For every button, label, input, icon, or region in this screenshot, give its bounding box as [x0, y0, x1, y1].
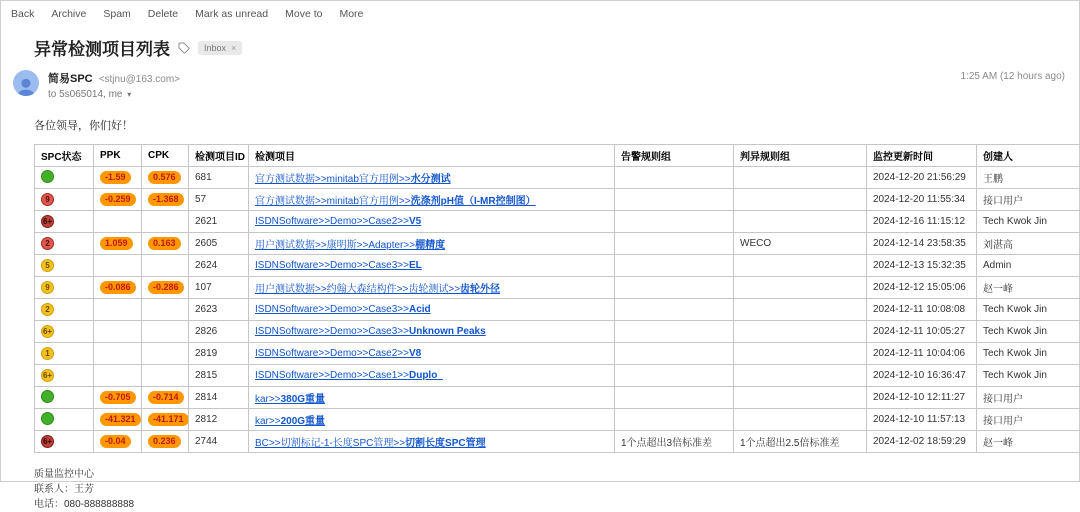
cell-spc-status: [35, 277, 94, 299]
project-link[interactable]: [255, 304, 431, 315]
project-name: 切割长度SPC管理: [405, 438, 486, 449]
cell-cpk: [142, 277, 189, 299]
table-row: [35, 255, 1080, 277]
cell-ppk: [94, 211, 142, 233]
toolbar-archive[interactable]: Archive: [51, 8, 86, 20]
cell-updated-time: 2024-12-11 10:08:08: [867, 299, 977, 321]
label-tag-icon: [178, 42, 190, 54]
ppk-badge: 1.059: [100, 237, 133, 250]
column-header: 检测项目ID: [189, 145, 249, 167]
status-indicator: 1: [41, 347, 54, 360]
cell-project-id: 2744: [189, 431, 249, 453]
project-path: 用户测试数据>>约翰大森结构件>>齿轮测试>>: [255, 284, 460, 295]
sender-name: 简易SPC: [48, 73, 93, 85]
cpk-badge: 0.163: [148, 237, 181, 250]
cell-ppk: [94, 387, 142, 409]
cell-judge-rules: [734, 387, 867, 409]
ppk-badge: -0.04: [100, 435, 131, 448]
cpk-badge: -41.171: [148, 413, 189, 426]
subject-row: [34, 35, 1079, 60]
project-link[interactable]: [255, 416, 325, 427]
toolbar-move-to[interactable]: Move to: [285, 8, 322, 20]
cell-project-id: 2814: [189, 387, 249, 409]
cell-project: [249, 387, 615, 409]
toolbar-delete[interactable]: Delete: [148, 8, 178, 20]
cell-spc-status: [35, 211, 94, 233]
cell-judge-rules: [734, 343, 867, 365]
cpk-badge: -0.714: [148, 391, 184, 404]
cell-cpk: [142, 365, 189, 387]
cell-creator: 赵一峰: [977, 431, 1080, 453]
table-row: [35, 167, 1080, 189]
cpk-badge: -0.286: [148, 281, 184, 294]
project-name: Acid: [409, 304, 431, 315]
cell-alarm-rules: [615, 321, 734, 343]
project-path: ISDNSoftware>>Demo>>Case2>>: [255, 348, 409, 359]
project-name: 380G重量: [281, 394, 325, 405]
project-path: kar>>: [255, 394, 281, 405]
project-path: 用户测试数据>>康明斯>>Adapter>>: [255, 240, 415, 251]
status-indicator: 6+: [41, 369, 54, 382]
recipients-toggle[interactable]: [48, 89, 960, 100]
cell-judge-rules: [734, 409, 867, 431]
cell-judge-rules: WECO: [734, 233, 867, 255]
email-view: [1, 1, 1079, 512]
project-link[interactable]: [255, 196, 536, 207]
ppk-badge: -1.59: [100, 171, 131, 184]
cell-updated-time: 2024-12-12 15:05:06: [867, 277, 977, 299]
avatar: [13, 70, 39, 96]
cell-updated-time: 2024-12-02 18:59:29: [867, 431, 977, 453]
signature-org: 质量监控中心: [34, 467, 1079, 482]
cell-creator: Tech Kwok Jin: [977, 343, 1080, 365]
greeting-text: 各位领导，你们好！: [34, 117, 1079, 133]
cell-alarm-rules: [615, 365, 734, 387]
project-path: BC>>切割标记-1-长度SPC管理>>: [255, 438, 405, 449]
cell-project: [249, 365, 615, 387]
cell-spc-status: [35, 387, 94, 409]
signature-contact: 联系人：王芳: [34, 482, 1079, 497]
cell-project: [249, 211, 615, 233]
sender-address: <stjnu@163.com>: [99, 74, 180, 85]
project-path: ISDNSoftware>>Demo>>Case3>>: [255, 326, 409, 337]
cell-project-id: 2624: [189, 255, 249, 277]
cell-project-id: 57: [189, 189, 249, 211]
cell-creator: 赵一峰: [977, 277, 1080, 299]
cell-creator: 刘湛高: [977, 233, 1080, 255]
signature-phone: 电话：080-888888888: [34, 497, 1079, 512]
cell-ppk: [94, 277, 142, 299]
cell-alarm-rules: [615, 343, 734, 365]
cell-updated-time: 2024-12-16 11:15:12: [867, 211, 977, 233]
cell-cpk: [142, 409, 189, 431]
project-link[interactable]: [255, 438, 486, 449]
cell-judge-rules: [734, 365, 867, 387]
project-path: kar>>: [255, 416, 281, 427]
ppk-badge: -0.259: [100, 193, 136, 206]
column-header: CPK: [142, 145, 189, 167]
cell-updated-time: 2024-12-10 12:11:27: [867, 387, 977, 409]
table-row: [35, 387, 1080, 409]
project-name: Duplo_: [409, 370, 443, 381]
cell-project-id: 2815: [189, 365, 249, 387]
toolbar-mark-as-unread[interactable]: Mark as unread: [195, 8, 268, 20]
cell-project: [249, 255, 615, 277]
status-indicator: 6+: [41, 325, 54, 338]
table-row: [35, 211, 1080, 233]
cell-alarm-rules: [615, 189, 734, 211]
person-icon: [15, 76, 37, 96]
cell-spc-status: [35, 167, 94, 189]
table-row: [35, 233, 1080, 255]
cell-ppk: [94, 343, 142, 365]
status-indicator: [41, 412, 54, 425]
status-indicator: 5: [41, 259, 54, 272]
cell-spc-status: [35, 299, 94, 321]
cell-spc-status: [35, 255, 94, 277]
cell-project-id: 107: [189, 277, 249, 299]
project-link[interactable]: [255, 216, 421, 227]
project-link[interactable]: [255, 348, 421, 359]
cell-ppk: [94, 365, 142, 387]
cell-alarm-rules: [615, 211, 734, 233]
table-row: [35, 365, 1080, 387]
column-header: 告警规则组: [615, 145, 734, 167]
cell-alarm-rules: [615, 409, 734, 431]
table-row: [35, 189, 1080, 211]
cell-spc-status: [35, 189, 94, 211]
cell-judge-rules: [734, 321, 867, 343]
project-name: 水分测试: [411, 174, 451, 185]
cell-alarm-rules: 1个点超出3倍标准差: [615, 431, 734, 453]
cell-ppk: [94, 255, 142, 277]
cell-judge-rules: [734, 255, 867, 277]
cell-project: [249, 343, 615, 365]
projects-table: [34, 144, 1080, 453]
table-row: [35, 299, 1080, 321]
project-link[interactable]: [255, 240, 445, 251]
cell-ppk: [94, 167, 142, 189]
project-name: V8: [409, 348, 421, 359]
cpk-badge: 0.236: [148, 435, 181, 448]
project-link[interactable]: [255, 284, 500, 295]
cell-judge-rules: [734, 189, 867, 211]
ppk-badge: -0.086: [100, 281, 136, 294]
cell-project-id: 2826: [189, 321, 249, 343]
cell-updated-time: 2024-12-20 11:55:34: [867, 189, 977, 211]
project-name: 棚精度: [415, 240, 445, 251]
project-name: Unknown Peaks: [409, 326, 486, 337]
cell-ppk: [94, 409, 142, 431]
project-name: 200G重量: [281, 416, 325, 427]
project-name: V5: [409, 216, 421, 227]
project-link[interactable]: [255, 174, 451, 185]
cell-creator: 接口用户: [977, 189, 1080, 211]
cell-spc-status: [35, 343, 94, 365]
cell-spc-status: [35, 233, 94, 255]
cell-project-id: 2819: [189, 343, 249, 365]
cell-creator: Admin: [977, 255, 1080, 277]
cell-cpk: [142, 387, 189, 409]
project-path: ISDNSoftware>>Demo>>Case3>>: [255, 260, 409, 271]
cell-cpk: [142, 431, 189, 453]
column-header: 判异规则组: [734, 145, 867, 167]
cell-creator: Tech Kwok Jin: [977, 365, 1080, 387]
cell-alarm-rules: [615, 167, 734, 189]
status-indicator: 6+: [41, 215, 54, 228]
cell-alarm-rules: [615, 277, 734, 299]
recipients-text: to 5s065014, me: [48, 89, 123, 100]
cell-creator: Tech Kwok Jin: [977, 321, 1080, 343]
cell-cpk: [142, 255, 189, 277]
cell-project: [249, 189, 615, 211]
cell-project: [249, 431, 615, 453]
column-header: 监控更新时间: [867, 145, 977, 167]
table-body: [35, 167, 1080, 453]
cell-cpk: [142, 189, 189, 211]
cell-updated-time: 2024-12-14 23:58:35: [867, 233, 977, 255]
cell-judge-rules: 1个点超出2.5倍标准差: [734, 431, 867, 453]
cell-updated-time: 2024-12-10 11:57:13: [867, 409, 977, 431]
cell-project: [249, 409, 615, 431]
sender-row: [13, 70, 1071, 100]
cell-spc-status: [35, 365, 94, 387]
cell-creator: 王鹏: [977, 167, 1080, 189]
status-indicator: [41, 170, 54, 183]
cpk-badge: 0.576: [148, 171, 181, 184]
project-path: 官方测试数据>>minitab官方用例>>: [255, 174, 411, 185]
email-subject: 异常检测项目列表: [34, 35, 170, 60]
inbox-chip[interactable]: [198, 41, 242, 55]
cell-project-id: 681: [189, 167, 249, 189]
project-name: 洗涤剂pH值（I-MR控制图）: [411, 196, 536, 207]
table-header-row: [35, 145, 1080, 167]
cell-cpk: [142, 167, 189, 189]
cell-project-id: 2605: [189, 233, 249, 255]
cell-project-id: 2812: [189, 409, 249, 431]
project-link[interactable]: [255, 260, 422, 271]
ppk-badge: -0.705: [100, 391, 136, 404]
cell-creator: Tech Kwok Jin: [977, 299, 1080, 321]
cell-cpk: [142, 233, 189, 255]
cell-judge-rules: [734, 299, 867, 321]
cell-cpk: [142, 321, 189, 343]
cell-updated-time: 2024-12-20 21:56:29: [867, 167, 977, 189]
cell-ppk: [94, 233, 142, 255]
status-indicator: 9: [41, 281, 54, 294]
project-link[interactable]: [255, 326, 486, 337]
cell-spc-status: [35, 321, 94, 343]
project-name: 齿轮外径: [460, 284, 500, 295]
column-header: 检测项目: [249, 145, 615, 167]
cell-alarm-rules: [615, 299, 734, 321]
column-header: PPK: [94, 145, 142, 167]
column-header: SPC状态: [35, 145, 94, 167]
cell-project: [249, 233, 615, 255]
email-timestamp: 1:25 AM (12 hours ago): [960, 70, 1065, 82]
cell-judge-rules: [734, 211, 867, 233]
toolbar-spam[interactable]: Spam: [103, 8, 130, 20]
cell-cpk: [142, 211, 189, 233]
table-row: [35, 431, 1080, 453]
ppk-badge: -41.321: [100, 413, 141, 426]
toolbar-back[interactable]: Back: [11, 8, 34, 20]
status-indicator: 2: [41, 303, 54, 316]
project-path: ISDNSoftware>>Demo>>Case2>>: [255, 216, 409, 227]
project-path: ISDNSoftware>>Demo>>Case3>>: [255, 304, 409, 315]
table-row: [35, 409, 1080, 431]
project-link[interactable]: [255, 394, 325, 405]
cpk-badge: -1.368: [148, 193, 184, 206]
inbox-chip-label: Inbox: [204, 43, 226, 53]
table-row: [35, 321, 1080, 343]
cell-alarm-rules: [615, 233, 734, 255]
cell-ppk: [94, 299, 142, 321]
chip-close-icon[interactable]: ×: [231, 43, 236, 53]
cell-creator: Tech Kwok Jin: [977, 211, 1080, 233]
cell-judge-rules: [734, 277, 867, 299]
cell-project: [249, 321, 615, 343]
status-indicator: 2: [41, 237, 54, 250]
project-link[interactable]: [255, 370, 443, 381]
project-name: EL: [409, 260, 422, 271]
status-indicator: 6+: [41, 435, 54, 448]
cell-spc-status: [35, 409, 94, 431]
cell-judge-rules: [734, 167, 867, 189]
column-header: 创建人: [977, 145, 1080, 167]
cell-spc-status: [35, 431, 94, 453]
chevron-down-icon[interactable]: ▾: [127, 90, 131, 99]
cell-alarm-rules: [615, 387, 734, 409]
cell-ppk: [94, 321, 142, 343]
table-row: [35, 277, 1080, 299]
cell-updated-time: 2024-12-11 10:04:06: [867, 343, 977, 365]
cell-cpk: [142, 299, 189, 321]
toolbar-more[interactable]: More: [339, 8, 363, 20]
status-indicator: [41, 390, 54, 403]
cell-project: [249, 167, 615, 189]
cell-creator: 接口用户: [977, 387, 1080, 409]
cell-project: [249, 277, 615, 299]
cell-creator: 接口用户: [977, 409, 1080, 431]
cell-updated-time: 2024-12-13 15:32:35: [867, 255, 977, 277]
sender-info: [48, 70, 960, 100]
email-toolbar: [1, 1, 1079, 25]
email-signature: [34, 467, 1079, 512]
cell-ppk: [94, 431, 142, 453]
cell-project: [249, 299, 615, 321]
table-row: [35, 343, 1080, 365]
cell-ppk: [94, 189, 142, 211]
status-indicator: 9: [41, 193, 54, 206]
cell-project-id: 2621: [189, 211, 249, 233]
project-path: ISDNSoftware>>Demo>>Case1>>: [255, 370, 409, 381]
cell-updated-time: 2024-12-10 16:36:47: [867, 365, 977, 387]
project-path: 官方测试数据>>minitab官方用例>>: [255, 196, 411, 207]
cell-project-id: 2623: [189, 299, 249, 321]
cell-updated-time: 2024-12-11 10:05:27: [867, 321, 977, 343]
cell-alarm-rules: [615, 255, 734, 277]
cell-cpk: [142, 343, 189, 365]
